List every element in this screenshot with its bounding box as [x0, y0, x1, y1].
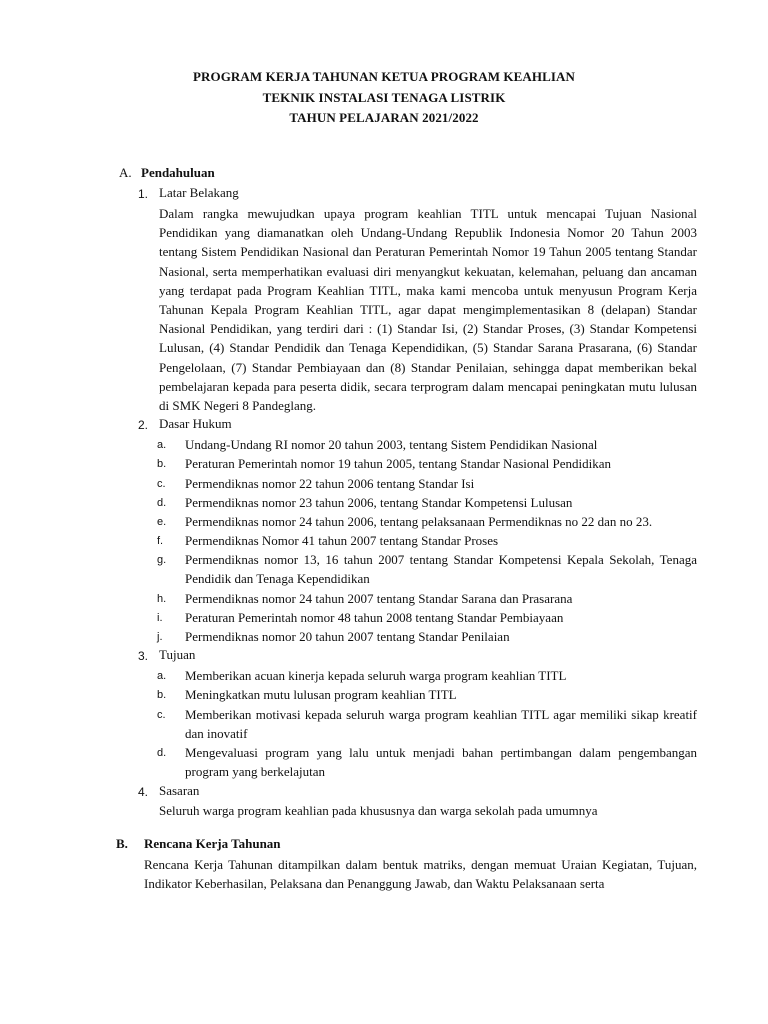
dasar-item-marker: d. — [157, 497, 167, 509]
section-b-heading — [116, 836, 281, 852]
dasar-item-text: Peraturan Pemerintah nomor 48 tahun 2008 tentang Standar Pembiayaan — [185, 610, 564, 625]
dasar-number: 2. — [138, 418, 149, 432]
tujuan-item-text: Memberikan acuan kinerja kepada seluruh warga program keahlian TITL — [185, 668, 567, 683]
dasar-item-marker: h. — [157, 593, 167, 605]
tujuan-number: 3. — [138, 649, 149, 663]
dasar-item-text: Permendiknas nomor 24 tahun 2006, tentang pelaksanaan Permendiknas no 22 dan no 23. — [185, 514, 653, 529]
sasaran-title: Sasaran — [159, 783, 200, 798]
dasar-item-marker: i. — [157, 612, 163, 624]
dasar-item-text: Permendiknas nomor 24 tahun 2007 tentang Standar Sarana dan Prasarana — [185, 591, 573, 606]
tujuan-title: Tujuan — [159, 647, 196, 662]
doc-title-line3: TAHUN PELAJARAN 2021/2022 — [289, 110, 479, 125]
latar-paragraph: Dalam rangka mewujudkan upaya program keahlian TITL untuk mencapai Tujuan Nasional Pendidikan yang diamanatkan oleh Undang-Undang Republik Indonesia Nomor 20 Tahun 2003 tentang Sistem Pendidikan Nasional dan Peraturan Pemerintah Nomor 19 Tahun 2005 tentang Standar Nasional, serta memperhatikan evaluasi diri menyangkut kekuatan, kelemahan, peluang dan ancaman yang terdapat pada Program Keahlian TITL, maka kami mencoba untuk menyusun Program Kerja Tahunan Kepala Program Keahlian TITL, agar dapat mengimplementasikan 8 (delapan) Standar Nasional Pendidikan, yang terdiri dari : (1) Standar Isi, (2) Standar Proses, (3) Standar Kompetensi Lulusan, (4) Standar Pendidik dan Tenaga Kependidikan, (5) Standar Sarana Prasarana, (6) Standar Pengelolaan, (7) Standar Pembiayaan dan (8) Standar Penilaian, sehingga dapat memberikan bekal pembelajaran kepada para peserta didik, secara terprogram dalam mencapai peningkatan mutu lulusan di SMK Negeri 8 Pandeglang. — [159, 206, 697, 414]
doc-title-line2: TEKNIK INSTALASI TENAGA LISTRIK — [262, 90, 506, 105]
tujuan-item-text: Mengevaluasi program yang lalu untuk menjadi bahan pertimbangan dalam pengembangan program yang berkelajutan — [185, 745, 697, 780]
section-a-title: Pendahuluan — [141, 165, 215, 180]
tujuan-item-text: Memberikan motivasi kepada seluruh warga program keahlian TITL agar memiliki sikap kreatif dan inovatif — [185, 707, 697, 742]
sasaran-text: Seluruh warga program keahlian pada khususnya dan warga sekolah pada umumnya — [159, 803, 598, 818]
tujuan-item-marker: b. — [157, 689, 167, 701]
dasar-item-text: Permendiknas nomor 20 tahun 2007 tentang Standar Penilaian — [185, 629, 510, 644]
doc-title-line1: PROGRAM KERJA TAHUNAN KETUA PROGRAM KEAHLIAN — [192, 69, 575, 84]
dasar-item-marker: b. — [157, 458, 167, 470]
dasar-item-marker: e. — [157, 516, 167, 528]
dasar-item-text: Permendiknas nomor 23 tahun 2006, tentang Standar Kompetensi Lulusan — [185, 495, 573, 510]
section-b-title: Rencana Kerja Tahunan — [144, 836, 281, 851]
sasaran-number: 4. — [138, 785, 149, 799]
dasar-item-marker: g. — [157, 554, 167, 566]
tujuan-item-marker: c. — [157, 709, 166, 721]
tujuan-item-text: Meningkatkan mutu lulusan program keahlian TITL — [185, 687, 457, 702]
section-b-label: B. — [116, 836, 128, 851]
dasar-item-text: Permendiknas nomor 13, 16 tahun 2007 tentang Standar Kompetensi Kepala Sekolah, Tenaga Pendidik dan Tenaga Kependidikan — [185, 552, 697, 587]
dasar-item-text: Permendiknas Nomor 41 tahun 2007 tentang Standar Proses — [185, 533, 499, 548]
dasar-item-marker: a. — [157, 439, 167, 451]
dasar-item-text: Undang-Undang RI nomor 20 tahun 2003, tentang Sistem Pendidikan Nasional — [185, 437, 598, 452]
tujuan-item-marker: d. — [157, 747, 167, 759]
section-a-label: A. — [119, 165, 132, 180]
dasar-item-marker: c. — [157, 478, 166, 490]
latar-number: 1. — [138, 187, 149, 201]
section-a-heading — [119, 165, 215, 181]
latar-title: Latar Belakang — [159, 185, 239, 200]
dasar-item-text: Permendiknas nomor 22 tahun 2006 tentang Standar Isi — [185, 476, 475, 491]
dasar-item-text: Peraturan Pemerintah nomor 19 tahun 2005, tentang Standar Nasional Pendidikan — [185, 456, 612, 471]
dasar-title: Dasar Hukum — [159, 416, 232, 431]
dasar-item-marker: j. — [157, 631, 163, 643]
dasar-item-marker: f. — [157, 535, 164, 547]
tujuan-item-marker: a. — [157, 670, 167, 682]
section-b-paragraph: Rencana Kerja Tahunan ditampilkan dalam bentuk matriks, dengan memuat Uraian Kegiatan, Tujuan, Indikator Keberhasilan, Pelaksana dan Penanggung Jawab, dan Waktu Pelaksanaan serta — [144, 857, 697, 892]
